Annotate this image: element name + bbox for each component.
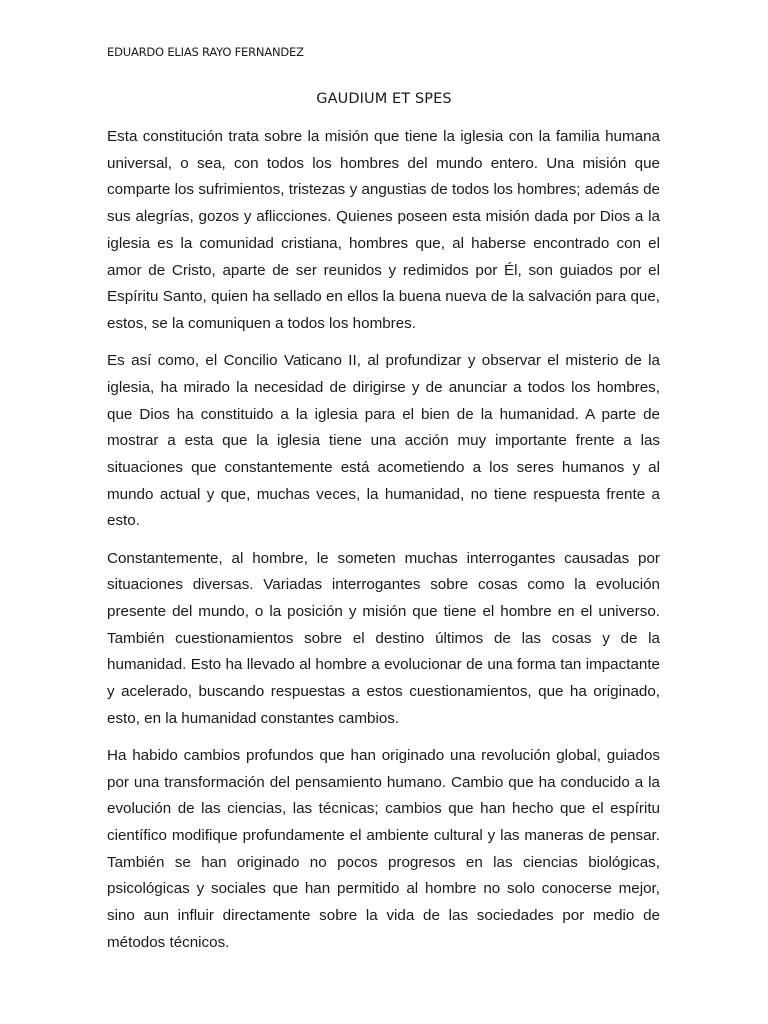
- document-body: [107, 124, 660, 967]
- paragraph: Ha habido cambios profundos que han originado una revolución global, guiados por una transformación del pensamiento humano. Cambio que ha conducido a la evolución de las ciencias, las técnicas; cambios que han hecho que el espíritu científico modifique profundamente el ambiente cultural y las maneras de pensar. También se han originado no pocos progresos en las ciencias biológicas, psicológicas y sociales que han permitido al hombre no solo conocerse mejor, sino aun influir directamente sobre la vida de las sociedades por medio de métodos técnicos.: [107, 746, 660, 951]
- paragraph: Constantemente, al hombre, le someten muchas interrogantes causadas por situaciones diversas. Variadas interrogantes sobre cosas como la evolución presente del mundo, o la posición y misión que tiene el hombre en el universo. También cuestionamientos sobre el destino últimos de las cosas y de la humanidad. Esto ha llevado al hombre a evolucionar de una forma tan impactante y acelerado, buscando respuestas a estos cuestionamientos, que ha originado, esto, en la humanidad constantes cambios.: [107, 549, 660, 727]
- document-title: GAUDIUM ET SPES: [316, 91, 452, 107]
- paragraph: Esta constitución trata sobre la misión que tiene la iglesia con la familia humana universal, o sea, con todos los hombres del mundo entero. Una misión que comparte los sufrimientos, tristezas y angustias de todos los hombres; además de sus alegrías, gozos y aflicciones. Quienes poseen esta misión dada por Dios a la iglesia es la comunidad cristiana, hombres que, al haberse encontrado con el amor de Cristo, aparte de ser reunidos y redimidos por Él, son guiados por el Espíritu Santo, quien ha sellado en ellos la buena nueva de la salvación para que, estos, se la comuniquen a todos los hombres.: [107, 128, 660, 332]
- paragraph: Es así como, el Concilio Vaticano II, al profundizar y observar el misterio de la iglesia, ha mirado la necesidad de dirigirse y de anunciar a todos los hombres, que Dios ha constituido a la iglesia para el bien de la humanidad. A parte de mostrar a esta que la iglesia tiene una acción muy importante frente a las situaciones que constantemente está acometiendo a los seres humanos y al mundo actual y que, muchas veces, la humanidad, no tiene respuesta frente a esto.: [107, 352, 660, 530]
- author-name: EDUARDO ELIAS RAYO FERNANDEZ: [107, 45, 304, 59]
